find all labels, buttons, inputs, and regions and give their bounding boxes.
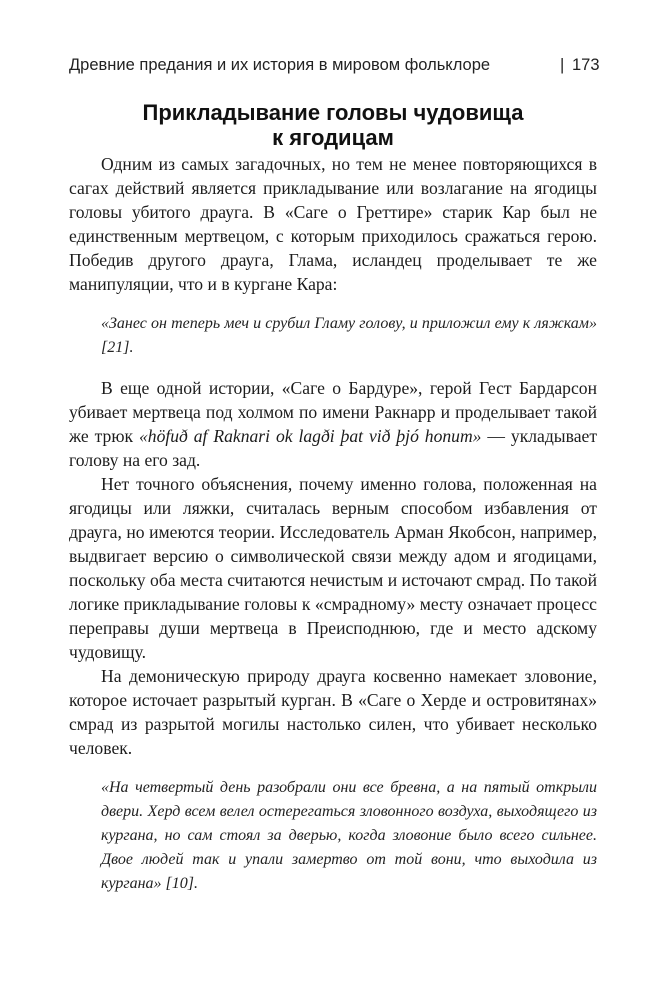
section-heading-line-2: к ягодицам: [272, 125, 394, 150]
paragraph-4: На демоническую природу драуга косвенно намекает зловоние, которое источает разрытый курган. В «Саге о Херде и островитянах» смрад из разрытой могилы настолько силен, что убивает несколько человек.: [69, 666, 597, 758]
quote-1: «Занес он теперь меч и срубил Гламу голову, и приложил ему к ляжкам» [21].: [101, 315, 597, 356]
running-head-title: Древние предания и их история в мировом фольклоре: [69, 56, 491, 74]
paragraph-1: Одним из самых загадочных, но тем не менее повторяющихся в сагах действий является прикладывание или возлагание на ягодицы головы убитого драуга. В «Саге о Греттире» старик Кар был не единственным мертвецом, с которым приходилось сражаться герою. Победив другого драуга, Глама, исландец проделывает те же манипуляции, что и в кургане Кара:: [69, 154, 597, 294]
paragraph-2: [69, 376, 597, 472]
running-head: [69, 56, 600, 80]
page-number: 173: [572, 56, 600, 74]
running-head-separator: |: [560, 56, 565, 74]
paragraph-2-text-b: — укладывает голову на его зад.: [69, 426, 598, 470]
quote-2: «На четвертый день разобрали они все бревна, а на пятый открыли двери. Херд всем велел остерегаться зловонного воздуха, выходящего из кургана, но сам стоял за дверью, когда зловоние было всего сильнее. Двое людей так и упали замертво от той вони, что выходила из кургана» [10].: [101, 779, 597, 892]
paragraph-2-text-a: В еще одной истории, «Саге о Бардуре», герой Гест Бардарсон убивает мертвеца под холмом по имени Ракнарр и проделывает такой же трюк: [69, 378, 597, 446]
paragraph-2-old-norse-quote: «höfuð af Raknari ok lagði þat við þjó honum»: [138, 426, 482, 446]
section-heading: [69, 100, 597, 150]
body-text: [69, 152, 597, 896]
paragraph-3: Нет точного объяснения, почему именно голова, положенная на ягодицы или ляжки, считалась верным способом избавления от драуга, но имеются теории. Исследователь Арман Якобсон, например, выдвигает версию о символической связи между адом и ягодицами, поскольку оба места считаются нечистым и источают смрад. По такой логике прикладывание головы к «смрадному» месту означает процесс переправы души мертвеца в Преисподнюю, где и место адскому чудовищу.: [69, 474, 597, 662]
section-heading-line-1: Прикладывание головы чудовища: [142, 100, 524, 125]
